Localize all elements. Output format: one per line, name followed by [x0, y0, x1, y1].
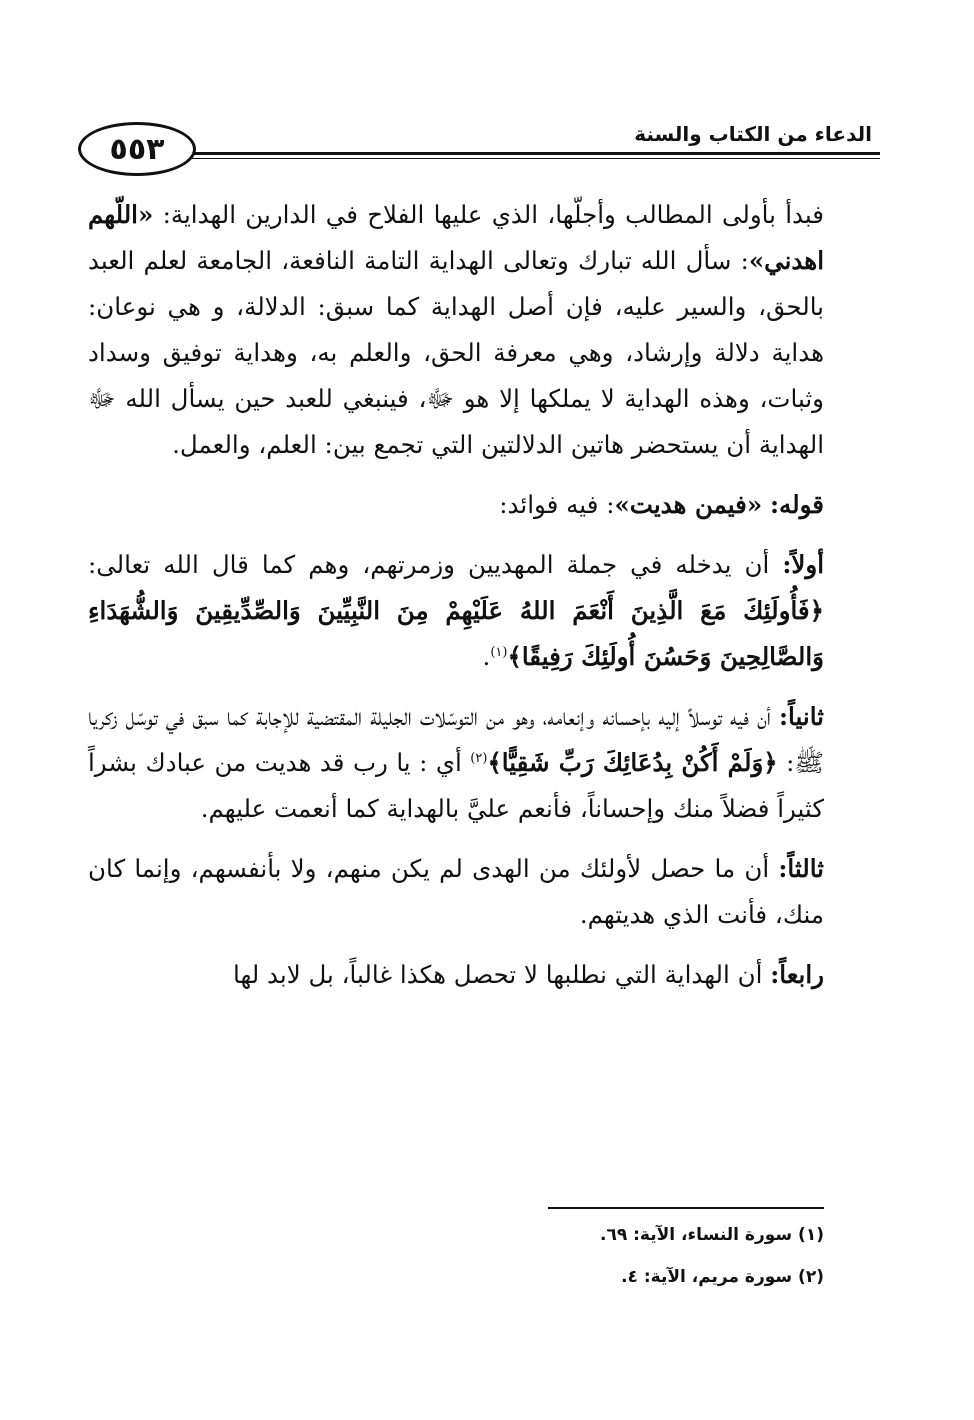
p5-text: أن ما حصل لأولئك من الهدى لم يكن منهم، ولا بأنفسهم، وإنما كان منك، فأنت الذي هديتهم.	[88, 854, 824, 929]
footnote-separator	[548, 1207, 824, 1209]
paragraph-4	[88, 694, 824, 832]
p4-verse: ﴿وَلَمْ أَكُنْ بِدُعَائِكَ رَبِّ شَقِيًّا﴾	[487, 748, 778, 777]
header-rule-thick	[188, 152, 880, 155]
p4-label: ثانياً:	[778, 702, 824, 731]
paragraph-5	[88, 846, 824, 938]
running-title: الدعاء من الكتاب والسنة	[634, 122, 872, 146]
paragraph-3: أولاً: أن يدخله في جملة المهديين وزمرتهم، وهم كما قال الله تعالى: ﴿فَأُولَئِكَ مَعَ الَّذِينَ أَنْعَمَ اللهُ عَلَيْهِمْ مِنَ النَّبِيِّينَ وَالصِّدِّيقِينَ وَالشُّهَدَاءِ وَالصَّالِحِينَ وَحَسُنَ أُولَئِكَ رَفِيقًا﴾$^{(١)}$.	[88, 550, 824, 671]
paragraph-1	[88, 192, 824, 468]
p3-label: أولاً:	[782, 550, 824, 579]
main-text	[88, 192, 824, 998]
p3-text: أن يدخله في جملة المهديين وزمرتهم، وهم كما قال الله تعالى:	[88, 550, 770, 579]
p6-label: رابعاً:	[770, 960, 824, 989]
page-header	[78, 118, 880, 188]
p2-label: قوله:	[769, 490, 824, 519]
paragraph-2	[88, 482, 824, 528]
p4-text: أن فيه توسلاً إليه بإحسانه وإنعامه، وهو من التوسّلات الجليلة المقتضية للإجابة كما سبق في توسّل زكريا ﷺ:	[88, 702, 824, 777]
footnote-2: (٢) سورة مريم، الآية: ٤.	[621, 1267, 824, 1287]
p4-rest: أي : يا رب قد هديت من عبادك بشراً كثيراً فضلاً منك وإحساناً، فأنعم عليَّ بالهداية كما أنعمت عليهم.	[88, 748, 824, 823]
p4-footnote-ref: (٢)	[470, 750, 488, 766]
paragraph-6	[88, 952, 824, 998]
p3-footnote-ref: (١)	[490, 644, 508, 660]
p5-label: ثالثاً:	[778, 854, 824, 883]
p6-text: أن الهداية التي نطلبها لا تحصل هكذا غالباً، بل لابد لها	[233, 960, 763, 989]
page-number-badge	[78, 122, 196, 176]
p2-quote: «فيمن هديت»	[614, 490, 763, 519]
p1-text: فبدأ بأولى المطالب وأجلّها، الذي عليها الفلاح في الدارين الهداية:	[162, 200, 824, 229]
footnotes	[424, 1214, 824, 1298]
p2-rest: : فيه فوائد:	[499, 490, 615, 519]
p3-verse: ﴿فَأُولَئِكَ مَعَ الَّذِينَ أَنْعَمَ اللهُ عَلَيْهِمْ مِنَ النَّبِيِّينَ وَالصِّدِّيقِينَ وَالشُّهَدَاءِ وَالصَّالِحِينَ وَحَسُنَ أُولَئِكَ رَفِيقًا﴾	[88, 596, 824, 671]
page-number: ٥٥٣	[109, 131, 165, 167]
footnote-1: (١) سورة النساء، الآية: ٦٩.	[599, 1225, 824, 1245]
header-rule-thin	[188, 158, 880, 159]
p1-quote: «اللّهم اهدني»	[88, 200, 824, 275]
p1-rest: : سأل الله تبارك وتعالى الهداية التامة النافعة، الجامعة لعلم العبد بالحق، والسير عليه، فإن أصل الهداية كما سبق: الدلالة، و هي نوعان: هداية دلالة وإرشاد، وهي معرفة الحق، والعلم به، وهداية توفيق وسداد وثبات، وهذه الهداية لا يملكها إلا هو ﷻ، فينبغي للعبد حين يسأل الله ﷻ الهداية أن يستحضر هاتين الدلالتين التي تجمع بين: العلم، والعمل.	[88, 246, 824, 459]
